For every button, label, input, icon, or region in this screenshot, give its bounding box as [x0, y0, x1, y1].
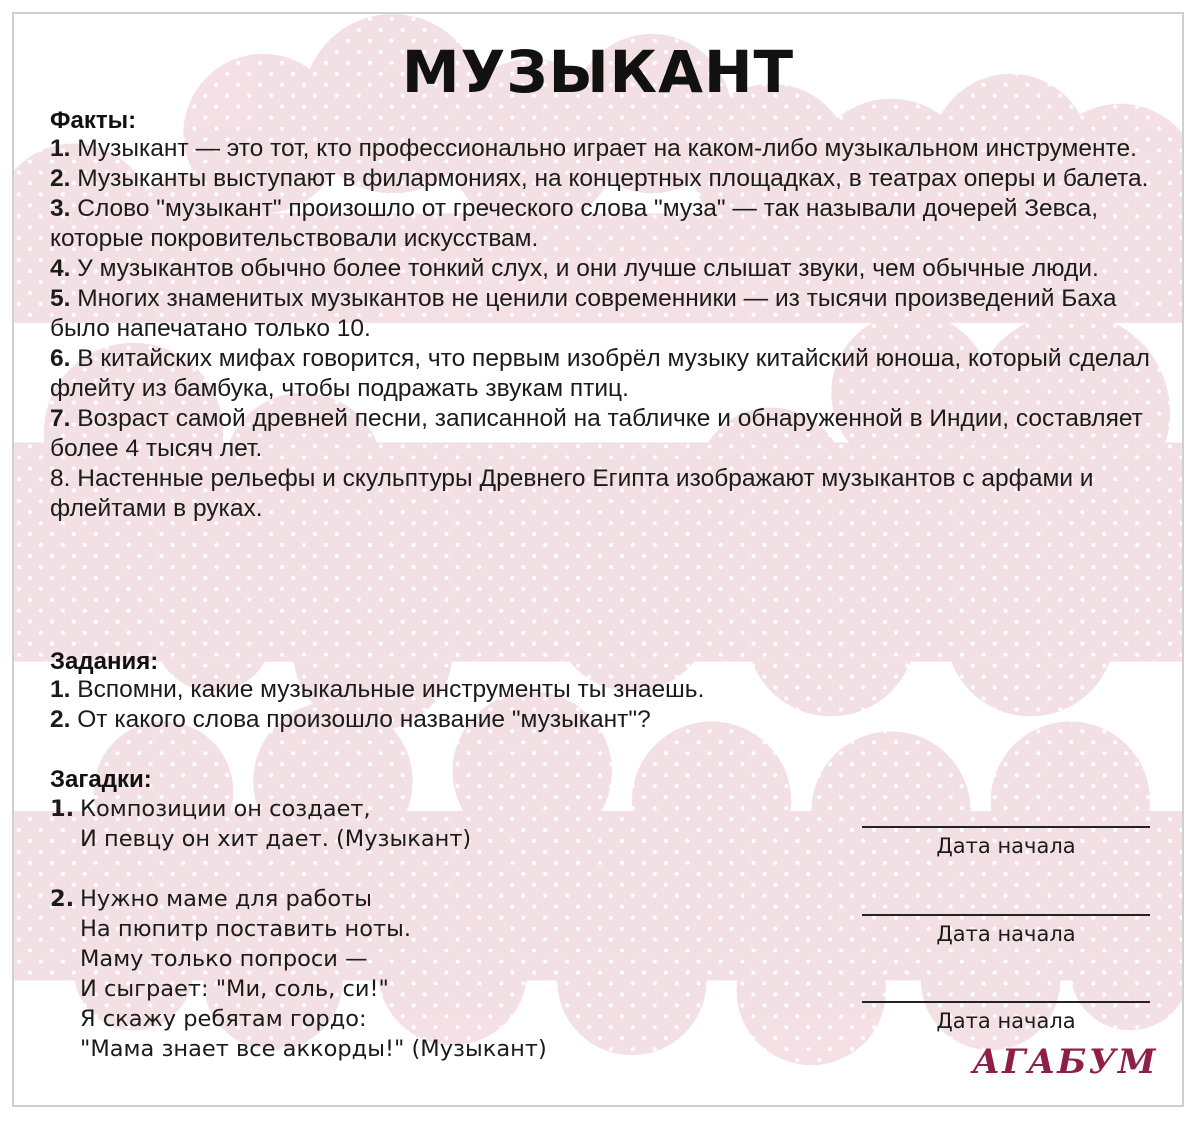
- task-text: Вспомни, какие музыкальные инструменты ты знаешь.: [70, 676, 705, 703]
- riddle-item-1: [50, 794, 830, 854]
- task-item-1: [50, 675, 1170, 705]
- riddle-text: Композиции он создает, И певцу он хит дает. (Музыкант): [80, 796, 472, 852]
- worksheet-page: [12, 12, 1184, 1107]
- fact-item-1: [50, 134, 1170, 164]
- task-text: От какого слова произошло название "музыкант"?: [70, 706, 651, 733]
- riddle-text: Нужно маме для работы На пюпитр поставить ноты. Маму только попроси — И сыграет: "Ми, соль, си!" Я скажу ребятам гордо: "Мама знает все аккорды!" (Музыкант): [80, 886, 547, 1062]
- fact-text: Многих знаменитых музыкантов не ценили современники — из тысячи произведений Баха было напечатано только 10.: [50, 285, 1117, 342]
- fact-number: 7.: [50, 405, 71, 432]
- date-label: Дата начала: [936, 1009, 1076, 1033]
- agabum-logo: [970, 1029, 1160, 1089]
- date-label: Дата начала: [936, 922, 1076, 946]
- fact-number: 8.: [50, 465, 71, 492]
- date-field-1[interactable]: [862, 826, 1150, 858]
- fact-number: 4.: [50, 255, 71, 282]
- fact-text: Музыкант — это тот, кто профессионально играет на каком-либо музыкальном инструменте.: [70, 135, 1137, 162]
- fact-item-6: [50, 344, 1170, 404]
- date-label: Дата начала: [936, 834, 1076, 858]
- fact-number: 5.: [50, 285, 71, 312]
- date-field-2[interactable]: [862, 914, 1150, 946]
- riddles-heading: Загадки:: [50, 766, 152, 793]
- tasks-heading: Задания:: [50, 648, 159, 675]
- fact-item-7: [50, 404, 1170, 464]
- fact-item-3: [50, 194, 1170, 254]
- task-number: 1.: [50, 676, 71, 703]
- page-title: МУЗЫКАНТ: [401, 38, 795, 106]
- fact-item-8: [50, 464, 1170, 524]
- facts-heading: Факты:: [50, 107, 137, 134]
- riddles-list: [50, 794, 830, 1064]
- fact-item-2: [50, 164, 1170, 194]
- fact-number: 1.: [50, 135, 71, 162]
- fact-number: 6.: [50, 345, 71, 372]
- fact-text: Возраст самой древней песни, записанной на табличке и обнаруженной в Индии, составляет более 4 тысяч лет.: [50, 405, 1143, 462]
- fact-item-5: [50, 284, 1170, 344]
- fact-text: У музыкантов обычно более тонкий слух, и они лучше слышат звуки, чем обычные люди.: [70, 255, 1099, 282]
- fact-number: 3.: [50, 195, 71, 222]
- fact-text: Музыканты выступают в филармониях, на концертных площадках, в театрах оперы и балета.: [70, 165, 1149, 192]
- fact-text: Настенные рельефы и скульптуры Древнего Египта изображают музыкантов с арфами и флейтами в руках.: [50, 465, 1094, 522]
- riddle-number: 1.: [50, 796, 75, 822]
- fact-number: 2.: [50, 165, 71, 192]
- fact-text: В китайских мифах говорится, что первым изобрёл музыку китайский юноша, который сделал флейту из бамбука, чтобы подражать звукам птиц.: [50, 345, 1150, 402]
- task-item-2: [50, 705, 1170, 735]
- riddle-item-2: [50, 884, 830, 1064]
- fact-item-4: [50, 254, 1170, 284]
- tasks-list: [50, 675, 1170, 735]
- facts-list: [50, 134, 1170, 524]
- riddle-number: 2.: [50, 886, 75, 912]
- logo-text: АГАБУМ: [972, 1042, 1158, 1082]
- fact-text: Слово "музыкант" произошло от греческого слова "муза" — так называли дочерей Зевса, которые покровительствовали искусствам.: [50, 195, 1099, 252]
- task-number: 2.: [50, 706, 71, 733]
